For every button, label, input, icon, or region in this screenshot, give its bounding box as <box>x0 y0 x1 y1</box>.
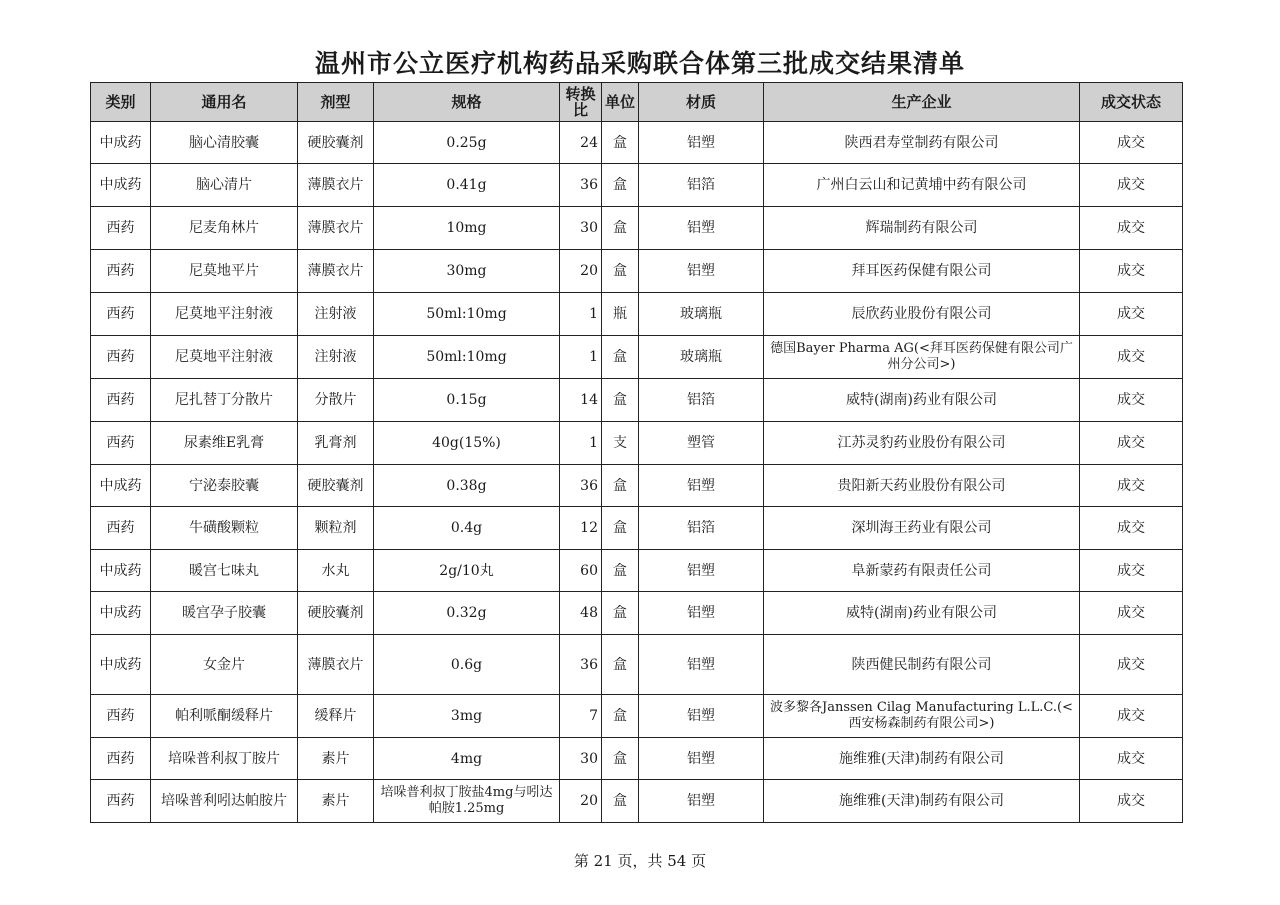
cell-manufacturer: 波多黎各Janssen Cilag Manufacturing L.L.C.(<西安杨森制药有限公司>) <box>764 695 1080 738</box>
cell-status: 成交 <box>1080 164 1183 207</box>
cell-dosage-form: 颗粒剂 <box>298 507 374 550</box>
header-row <box>91 83 1183 122</box>
cell-generic-name: 培哚普利吲达帕胺片 <box>151 780 298 823</box>
cell-category: 西药 <box>91 738 151 780</box>
cell-ratio: 48 <box>560 592 602 635</box>
cell-spec: 0.15g <box>374 379 560 422</box>
cell-spec: 10mg <box>374 207 560 250</box>
cell-material: 铝箔 <box>639 164 764 207</box>
cell-ratio: 14 <box>560 379 602 422</box>
cell-unit: 盒 <box>602 336 639 379</box>
header-status: 成交状态 <box>1080 83 1183 122</box>
cell-ratio: 36 <box>560 164 602 207</box>
cell-dosage-form: 薄膜衣片 <box>298 250 374 293</box>
cell-status: 成交 <box>1080 465 1183 507</box>
cell-material: 铝箔 <box>639 379 764 422</box>
cell-material: 铝塑 <box>639 122 764 164</box>
cell-unit: 盒 <box>602 379 639 422</box>
cell-category: 中成药 <box>91 465 151 507</box>
cell-unit: 盒 <box>602 250 639 293</box>
cell-generic-name: 尿素维E乳膏 <box>151 422 298 465</box>
cell-material: 铝塑 <box>639 207 764 250</box>
cell-ratio: 24 <box>560 122 602 164</box>
cell-manufacturer: 江苏灵豹药业股份有限公司 <box>764 422 1080 465</box>
cell-manufacturer: 德国Bayer Pharma AG(<拜耳医药保健有限公司广州分公司>) <box>764 336 1080 379</box>
cell-unit: 支 <box>602 422 639 465</box>
cell-spec: 30mg <box>374 250 560 293</box>
cell-category: 西药 <box>91 293 151 336</box>
cell-status: 成交 <box>1080 780 1183 823</box>
cell-ratio: 30 <box>560 207 602 250</box>
cell-material: 铝塑 <box>639 592 764 635</box>
page-footer: 第 21 页，共 54 页 <box>573 852 707 870</box>
cell-category: 中成药 <box>91 550 151 592</box>
header-ratio: 转换比 <box>560 83 602 122</box>
cell-unit: 盒 <box>602 507 639 550</box>
cell-spec: 50ml:10mg <box>374 336 560 379</box>
page-title: 温州市公立医疗机构药品采购联合体第三批成交结果清单 <box>314 49 965 78</box>
table-row <box>91 592 1183 635</box>
cell-spec: 3mg <box>374 695 560 738</box>
table-row <box>91 379 1183 422</box>
cell-manufacturer: 陕西君寿堂制药有限公司 <box>764 122 1080 164</box>
cell-manufacturer: 深圳海王药业有限公司 <box>764 507 1080 550</box>
cell-dosage-form: 硬胶囊剂 <box>298 465 374 507</box>
cell-unit: 盒 <box>602 207 639 250</box>
cell-spec: 培哚普利叔丁胺盐4mg与吲达帕胺1.25mg <box>374 780 560 823</box>
cell-status: 成交 <box>1080 250 1183 293</box>
cell-spec: 0.4g <box>374 507 560 550</box>
cell-unit: 盒 <box>602 122 639 164</box>
cell-ratio: 7 <box>560 695 602 738</box>
header-generic-name: 通用名 <box>151 83 298 122</box>
header-unit: 单位 <box>602 83 639 122</box>
cell-status: 成交 <box>1080 592 1183 635</box>
cell-dosage-form: 注射液 <box>298 293 374 336</box>
cell-dosage-form: 分散片 <box>298 379 374 422</box>
table-row <box>91 695 1183 738</box>
cell-manufacturer: 威特(湖南)药业有限公司 <box>764 592 1080 635</box>
cell-status: 成交 <box>1080 336 1183 379</box>
cell-spec: 0.32g <box>374 592 560 635</box>
cell-dosage-form: 硬胶囊剂 <box>298 122 374 164</box>
cell-spec: 0.38g <box>374 465 560 507</box>
cell-category: 西药 <box>91 336 151 379</box>
cell-generic-name: 脑心清片 <box>151 164 298 207</box>
table-row <box>91 635 1183 695</box>
table-row <box>91 336 1183 379</box>
cell-category: 中成药 <box>91 635 151 695</box>
cell-unit: 盒 <box>602 738 639 780</box>
cell-ratio: 36 <box>560 465 602 507</box>
cell-material: 铝塑 <box>639 465 764 507</box>
cell-manufacturer: 阜新蒙药有限责任公司 <box>764 550 1080 592</box>
cell-ratio: 60 <box>560 550 602 592</box>
cell-dosage-form: 素片 <box>298 738 374 780</box>
cell-spec: 0.41g <box>374 164 560 207</box>
cell-ratio: 1 <box>560 336 602 379</box>
table-row <box>91 164 1183 207</box>
cell-status: 成交 <box>1080 738 1183 780</box>
table-body <box>91 122 1183 823</box>
table-row <box>91 738 1183 780</box>
cell-dosage-form: 缓释片 <box>298 695 374 738</box>
cell-category: 中成药 <box>91 164 151 207</box>
cell-spec: 0.6g <box>374 635 560 695</box>
cell-material: 铝塑 <box>639 780 764 823</box>
cell-dosage-form: 乳膏剂 <box>298 422 374 465</box>
cell-generic-name: 暖宫孕子胶囊 <box>151 592 298 635</box>
cell-manufacturer: 贵阳新天药业股份有限公司 <box>764 465 1080 507</box>
cell-dosage-form: 硬胶囊剂 <box>298 592 374 635</box>
cell-category: 西药 <box>91 379 151 422</box>
table-row <box>91 250 1183 293</box>
cell-dosage-form: 水丸 <box>298 550 374 592</box>
cell-category: 西药 <box>91 695 151 738</box>
cell-manufacturer: 辉瑞制药有限公司 <box>764 207 1080 250</box>
cell-ratio: 1 <box>560 293 602 336</box>
cell-unit: 盒 <box>602 465 639 507</box>
cell-unit: 盒 <box>602 550 639 592</box>
cell-status: 成交 <box>1080 635 1183 695</box>
header-dosage-form: 剂型 <box>298 83 374 122</box>
header-material: 材质 <box>639 83 764 122</box>
cell-manufacturer: 辰欣药业股份有限公司 <box>764 293 1080 336</box>
cell-generic-name: 尼麦角林片 <box>151 207 298 250</box>
cell-manufacturer: 陕西健民制药有限公司 <box>764 635 1080 695</box>
cell-ratio: 1 <box>560 422 602 465</box>
cell-material: 铝塑 <box>639 250 764 293</box>
table-row <box>91 122 1183 164</box>
cell-material: 玻璃瓶 <box>639 336 764 379</box>
cell-manufacturer: 广州白云山和记黄埔中药有限公司 <box>764 164 1080 207</box>
cell-spec: 40g(15%) <box>374 422 560 465</box>
results-table <box>90 82 1183 823</box>
cell-manufacturer: 威特(湖南)药业有限公司 <box>764 379 1080 422</box>
cell-ratio: 36 <box>560 635 602 695</box>
cell-status: 成交 <box>1080 507 1183 550</box>
cell-manufacturer: 施维雅(天津)制药有限公司 <box>764 780 1080 823</box>
cell-generic-name: 帕利哌酮缓释片 <box>151 695 298 738</box>
table-row <box>91 780 1183 823</box>
cell-category: 西药 <box>91 507 151 550</box>
cell-generic-name: 尼莫地平注射液 <box>151 293 298 336</box>
cell-category: 中成药 <box>91 592 151 635</box>
cell-material: 铝塑 <box>639 695 764 738</box>
cell-dosage-form: 薄膜衣片 <box>298 635 374 695</box>
table-row <box>91 465 1183 507</box>
cell-status: 成交 <box>1080 379 1183 422</box>
header-category: 类别 <box>91 83 151 122</box>
cell-material: 塑管 <box>639 422 764 465</box>
cell-dosage-form: 薄膜衣片 <box>298 164 374 207</box>
table-row <box>91 507 1183 550</box>
table-row <box>91 293 1183 336</box>
cell-generic-name: 暖宫七味丸 <box>151 550 298 592</box>
cell-status: 成交 <box>1080 122 1183 164</box>
cell-spec: 2g/10丸 <box>374 550 560 592</box>
cell-dosage-form: 素片 <box>298 780 374 823</box>
cell-dosage-form: 薄膜衣片 <box>298 207 374 250</box>
cell-unit: 瓶 <box>602 293 639 336</box>
table-row <box>91 207 1183 250</box>
cell-status: 成交 <box>1080 695 1183 738</box>
cell-material: 铝塑 <box>639 550 764 592</box>
header-manufacturer: 生产企业 <box>764 83 1080 122</box>
cell-material: 玻璃瓶 <box>639 293 764 336</box>
cell-ratio: 30 <box>560 738 602 780</box>
table-row <box>91 550 1183 592</box>
cell-unit: 盒 <box>602 592 639 635</box>
header-spec: 规格 <box>374 83 560 122</box>
cell-category: 西药 <box>91 250 151 293</box>
cell-category: 中成药 <box>91 122 151 164</box>
cell-generic-name: 尼扎替丁分散片 <box>151 379 298 422</box>
cell-unit: 盒 <box>602 164 639 207</box>
cell-dosage-form: 注射液 <box>298 336 374 379</box>
cell-spec: 4mg <box>374 738 560 780</box>
cell-generic-name: 牛磺酸颗粒 <box>151 507 298 550</box>
cell-generic-name: 尼莫地平注射液 <box>151 336 298 379</box>
cell-ratio: 12 <box>560 507 602 550</box>
cell-material: 铝塑 <box>639 738 764 780</box>
table-row <box>91 422 1183 465</box>
cell-unit: 盒 <box>602 635 639 695</box>
cell-category: 西药 <box>91 422 151 465</box>
cell-material: 铝塑 <box>639 635 764 695</box>
cell-status: 成交 <box>1080 550 1183 592</box>
cell-generic-name: 培哚普利叔丁胺片 <box>151 738 298 780</box>
cell-ratio: 20 <box>560 780 602 823</box>
cell-status: 成交 <box>1080 422 1183 465</box>
cell-spec: 0.25g <box>374 122 560 164</box>
cell-generic-name: 脑心清胶囊 <box>151 122 298 164</box>
cell-manufacturer: 拜耳医药保健有限公司 <box>764 250 1080 293</box>
cell-status: 成交 <box>1080 207 1183 250</box>
cell-category: 西药 <box>91 780 151 823</box>
cell-generic-name: 尼莫地平片 <box>151 250 298 293</box>
cell-material: 铝箔 <box>639 507 764 550</box>
cell-unit: 盒 <box>602 780 639 823</box>
cell-manufacturer: 施维雅(天津)制药有限公司 <box>764 738 1080 780</box>
cell-unit: 盒 <box>602 695 639 738</box>
cell-category: 西药 <box>91 207 151 250</box>
cell-spec: 50ml:10mg <box>374 293 560 336</box>
cell-ratio: 20 <box>560 250 602 293</box>
cell-generic-name: 宁泌泰胶囊 <box>151 465 298 507</box>
cell-generic-name: 女金片 <box>151 635 298 695</box>
cell-status: 成交 <box>1080 293 1183 336</box>
